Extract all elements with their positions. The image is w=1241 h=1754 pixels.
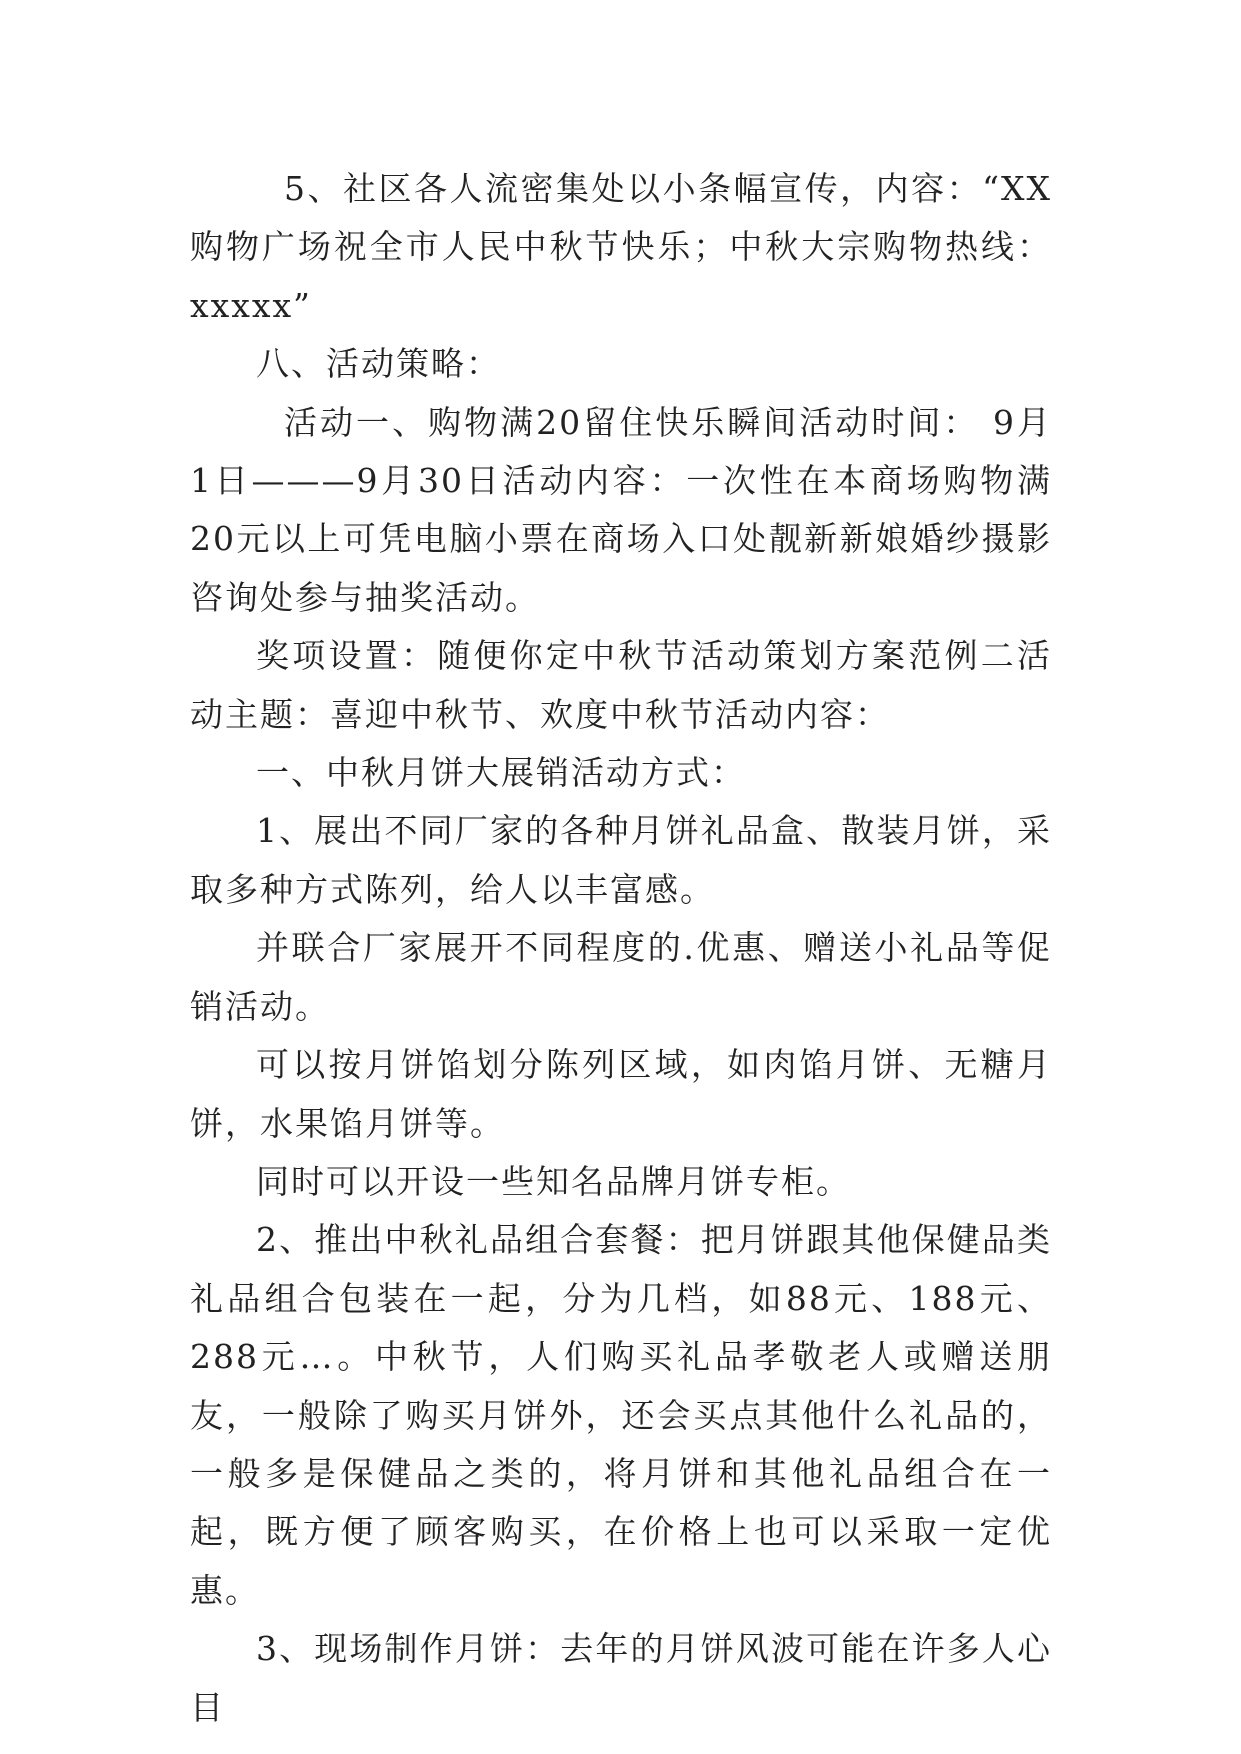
- paragraph-brand-counters: 同时可以开设一些知名品牌月饼专柜。: [256, 1161, 851, 1201]
- paragraph-prize-settings: 奖项设置：随便你定中秋节活动策划方案范例二活动主题：喜迎中秋节、欢度中秋节活动内容：: [190, 636, 1052, 734]
- paragraph-onsite-making: 3、现场制作月饼：去年的月饼风波可能在许多人心目: [190, 1629, 1052, 1727]
- paragraph-display-zones: 可以按月饼馅划分陈列区域，如肉馅月饼、无糖月饼，水果馅月饼等。: [190, 1045, 1052, 1143]
- paragraph-display-gift-boxes: 1、展出不同厂家的各种月饼礼品盒、散装月饼，采取多种方式陈列，给人以丰富感。: [190, 811, 1052, 909]
- paragraph-joint-promotions: 并联合厂家展开不同程度的.优惠、赠送小礼品等促销活动。: [190, 928, 1052, 1026]
- heading-activity-strategy: 八、活动策略：: [256, 344, 501, 384]
- paragraph-activity-one: 活动一、购物满20留住快乐瞬间活动时间： 9月1日———9月30日活动内容：一次性在本商场购物满20元以上可凭电脑小票在商场入口处靓新新娘婚纱摄影咨询处参与抽奖活动。: [190, 402, 1052, 617]
- paragraph-gift-packages: 2、推出中秋礼品组合套餐：把月饼跟其他保健品类礼品组合包装在一起，分为几档，如88元、188元、288元…。中秋节，人们购买礼品孝敬老人或赠送朋友，一般除了购买月饼外，还会买点其他什么礼品的，一般多是保健品之类的，将月饼和其他礼品组合在一起，既方便了顾客购买，在价格上也可以采取一定优惠。: [190, 1220, 1052, 1610]
- heading-mooncake-exhibition: 一、中秋月饼大展销活动方式：: [256, 753, 746, 793]
- paragraph-community-banner: 5、社区各人流密集处以小条幅宣传，内容：“XX购物广场祝全市人民中秋节快乐；中秋大宗购物热线：xxxxx”: [190, 169, 1052, 325]
- document-body: [190, 160, 1052, 1737]
